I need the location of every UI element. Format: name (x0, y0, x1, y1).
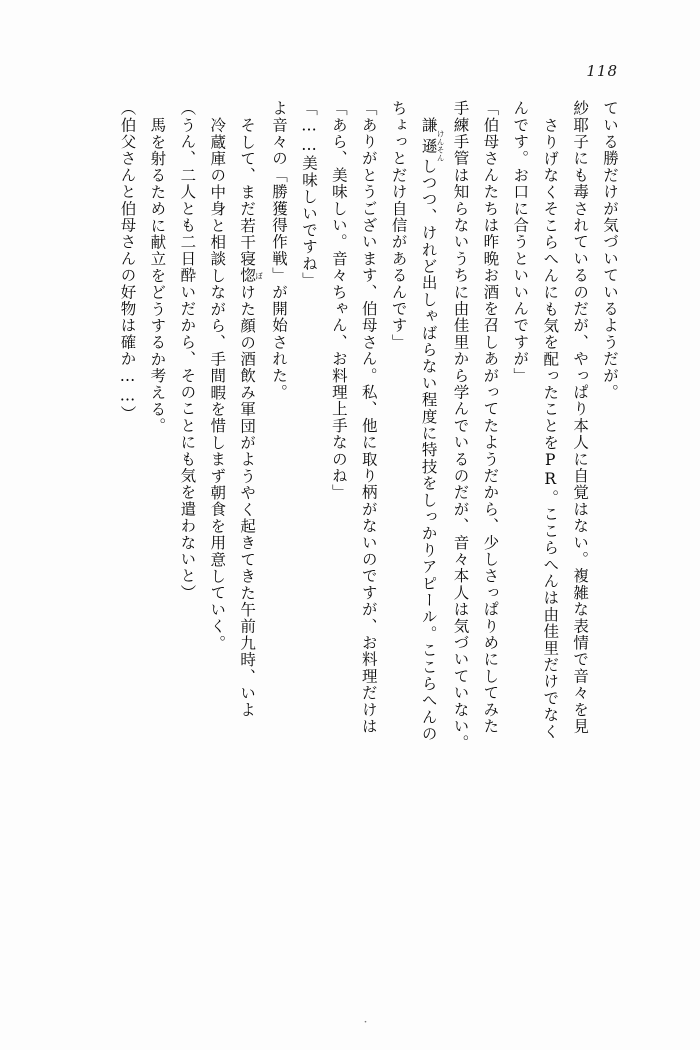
paragraph-12: 手練手管は知らないうちに由佳里から学んでいるのだが、音々本人は気づいていない。 (451, 100, 470, 752)
paragraph-8: 「あら、美味しい。音々ちゃん、お料理上手なのね」 (329, 100, 348, 501)
paragraph-11: 謙遜けんそんしつつ、けれど出しゃばらない程度に特技をしっかりアピール。ここらへんの (419, 117, 446, 743)
paragraph-6: よ音々の「勝獲得作戦」が開始された。 (270, 100, 289, 401)
paragraph-4: 冷蔵庫の中身と相談しながら、手間暇を惜しまず朝食を用意していく。 (208, 117, 227, 652)
paragraph-1: （伯父さんと伯母さんの好物は確か……） (118, 100, 137, 423)
page-text-body (76, 100, 624, 1010)
paragraph-7: 「……美味しいですね」 (299, 100, 318, 289)
paragraph-14: んです。お口に合うといいんですが」 (511, 100, 530, 384)
page-number: 118 (586, 62, 618, 80)
paragraph-17: ている勝だけが気づいているようだが。 (601, 100, 619, 401)
paragraph-16: 紗耶子にも毒されているのだが、やっぱり本人に自覚はない。複雑な表情で音々を見 (571, 100, 590, 735)
paragraph-15: さりげなくそこらへんにも気を配ったことをPR。ここらへんは由佳里だけでなく (541, 117, 560, 740)
paragraph-2: 馬を射るために献立をどうするか考える。 (148, 117, 167, 435)
paragraph-5: そして、まだ若干寝惚ぼけた顔の酒飲み軍団がようやく起きてきた午前九時、いよ (238, 117, 264, 719)
paragraph-9: 「ありがとうございます、伯母さん。私、他に取り柄がないのですが、お料理だけは (359, 100, 378, 735)
ruby-annotation: 遜けんそん (419, 129, 446, 162)
paragraph-10: ちょっとだけ自信があるんです」 (389, 100, 408, 351)
paragraph-3: （うん、二人とも二日酔いだから、そのことにも気を遣わないと） (178, 100, 197, 601)
ruby-annotation: 惚ぼ (238, 267, 264, 285)
bottom-mark: ・ (360, 1018, 370, 1028)
paragraph-13: 「伯母さんたちは昨晩お酒を召しあがってたようだから、少しさっぱりめにしてみた (481, 100, 500, 735)
